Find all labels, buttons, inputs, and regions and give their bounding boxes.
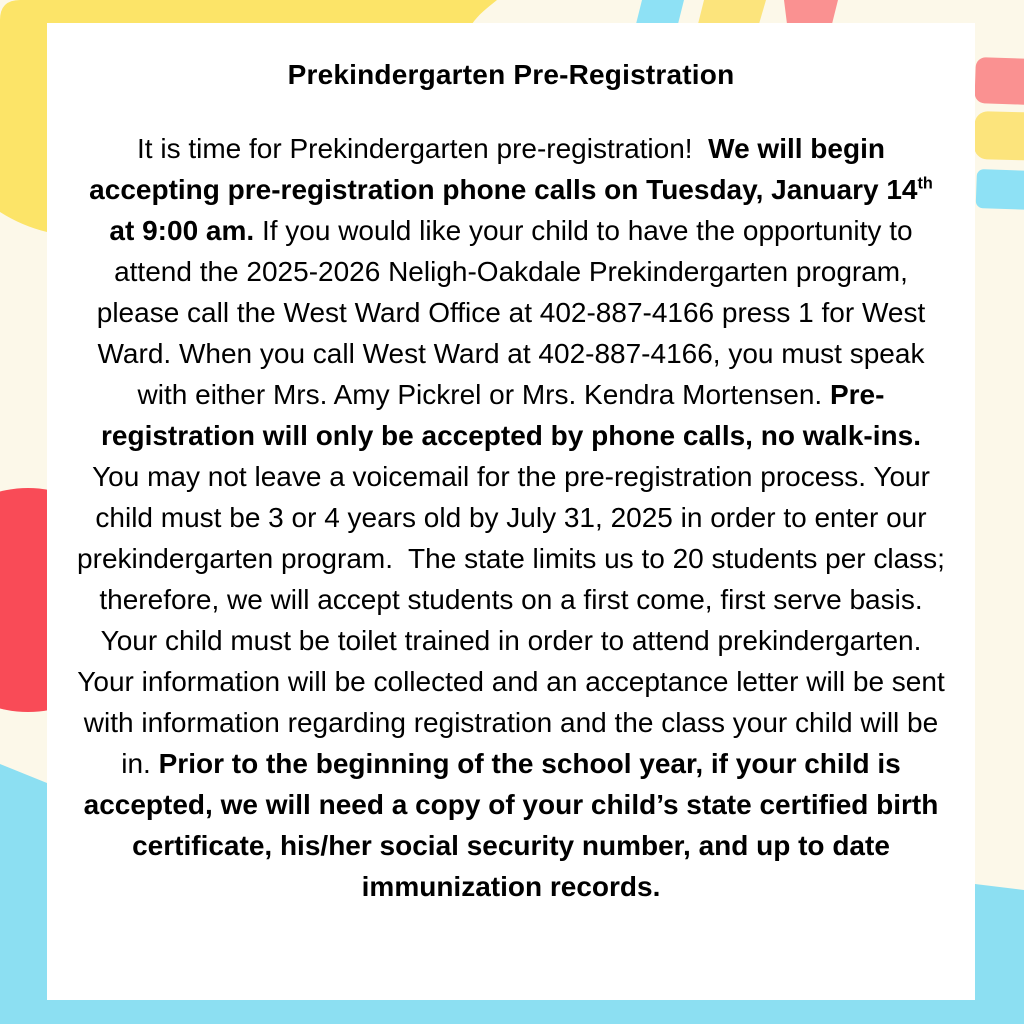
notice-body (74, 128, 953, 907)
body-segment: Pre-registration will only be accepted by phone calls, no walk-ins. (101, 379, 929, 451)
notice-card (47, 23, 975, 1000)
body-segment: at 9:00 am. (109, 174, 941, 246)
right-swatch-red (974, 57, 1024, 105)
body-segment: We will begin accepting pre-registration phone calls on Tuesday, January 14 (89, 133, 918, 205)
body-segment: Prior to the beginning of the school year, if your child is accepted, we will need a copy of your child’s state certified birth certificate, his/her social security number, and up to date immunization records. (83, 748, 947, 902)
body-segment: You may not leave a voicemail for the pre-registration process. Your child must be 3 or 4 years old by July 31, 2025 in order to enter our prekindergarten program. The state limits us to 20 students per class; therefore, we will accept students on a first come, first serve basis. Your child must be toilet trained in order to attend prekindergarten. Your information will be collected and an acceptance letter will be sent with information regarding registration and the class your child will be in. (77, 461, 953, 779)
top-swatch-red (784, 0, 838, 24)
right-swatch-yellow (974, 111, 1024, 161)
notice-title: Prekindergarten Pre-Registration (287, 59, 735, 90)
top-swatch-blue (636, 0, 684, 24)
top-swatch-yellow (698, 0, 766, 24)
body-segment: It is time for Prekindergarten pre-registration! (137, 133, 709, 164)
body-segment: th (917, 174, 933, 193)
body-segment: If you would like your child to have the opportunity to attend the 2025-2026 Neligh-Oakdale Prekindergarten program, please call the West Ward Office at 402-887-4166 press 1 for West Ward. When you call West Ward at 402-887-4166, you must speak with either Mrs. Amy Pickrel or Mrs. Kendra Mortensen. (96, 215, 934, 410)
right-swatch-blue (976, 169, 1024, 210)
